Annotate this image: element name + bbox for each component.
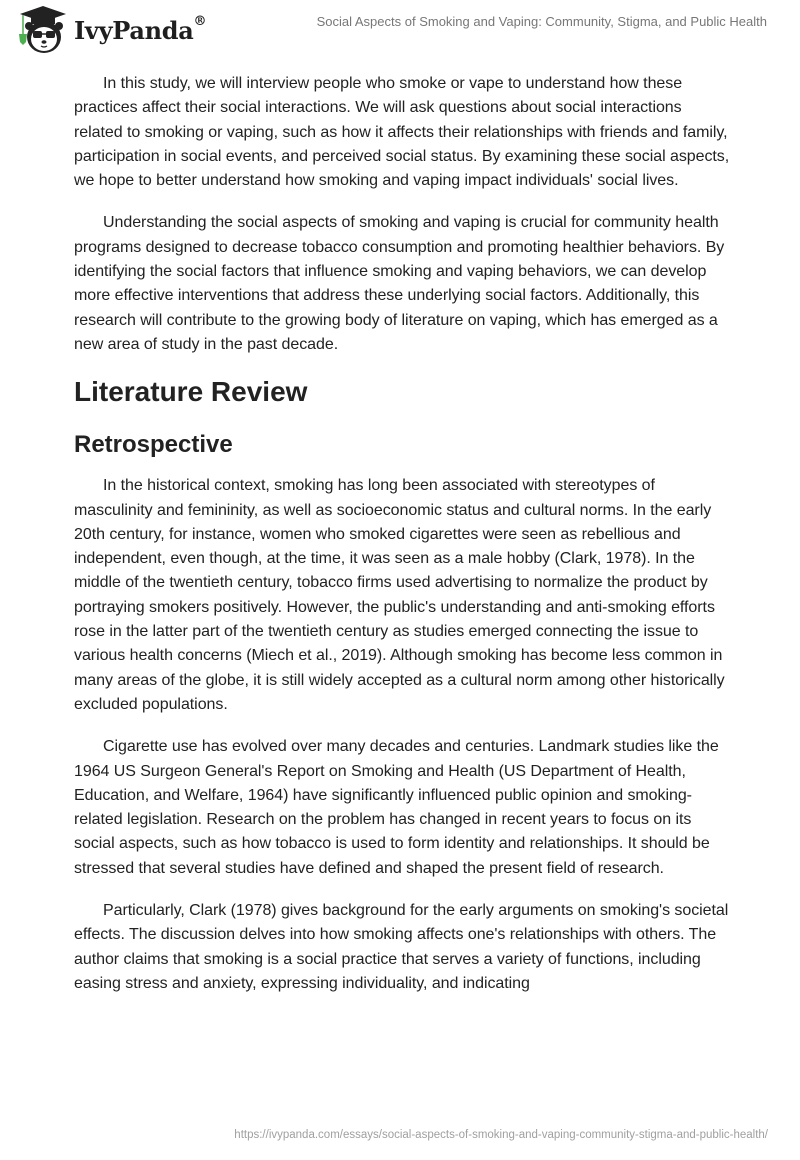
- ivypanda-logo[interactable]: [14, 8, 206, 52]
- page-url[interactable]: https://ivypanda.com/essays/social-aspects-of-smoking-and-vaping-community-stigma-and-public-health/: [234, 1129, 768, 1141]
- document-title: Social Aspects of Smoking and Vaping: Community, Stigma, and Public Health: [316, 14, 767, 29]
- logo-text: IvyPanda®: [74, 13, 207, 45]
- subsection-heading: Retrospective: [74, 431, 233, 459]
- body-paragraph: In the historical context, smoking has long been associated with stereotypes of masculinity and femininity, as well as socioeconomic status and cultural norms. In the early 20th century, for instance, women who smoked cigarettes were seen as rebellious and independent, even though, at the time, it was seen as a male hobby (Clark, 1978). In the middle of the twentieth century, tobacco firms used advertising to normalize the product by portraying smokers positively. However, the public's understanding and anti-smoking efforts rose in the latter part of the twentieth century as studies emerged connecting the issue to various health concerns (Miech et al., 2019). Although smoking has become less common in many areas of the globe, it is still widely accepted as a cultural norm among other historically excluded populations.: [74, 477, 725, 713]
- body-paragraph: Particularly, Clark (1978) gives background for the early arguments on smoking's societal effects. The discussion delves into how smoking affects one's relationships with others. The author claims that smoking is a social practice that serves a variety of functions, including easing stress and anxiety, expressing individuality, and indicating: [74, 902, 729, 992]
- page-header: [0, 0, 800, 52]
- panda-graduate-icon: [14, 4, 72, 56]
- section-heading: Literature Review: [74, 376, 308, 408]
- body-paragraph: Cigarette use has evolved over many decades and centuries. Landmark studies like the 1964 US Surgeon General's Report on Smoking and Health (US Department of Health, Education, and Welfare, 1964) have significantly influenced public opinion and smoking-related legislation. Research on the problem has changed in recent years to focus on its social aspects, such as how tobacco is used to form identity and relationships. It should be stressed that several studies have defined and shaped the present field of research.: [74, 738, 719, 877]
- body-paragraph: Understanding the social aspects of smoking and vaping is crucial for community health programs designed to decrease tobacco consumption and promoting healthier behaviors. By identifying the social factors that influence smoking and vaping behaviors, we can develop more effective interventions that address these underlying social factors. Additionally, this research will contribute to the growing body of literature on vaping, which has emerged as a new area of study in the past decade.: [74, 214, 725, 353]
- essay-content: [74, 72, 734, 1014]
- body-paragraph: In this study, we will interview people who smoke or vape to understand how these practices affect their social interactions. We will ask questions about social interactions related to smoking or vaping, such as how it affects their relationships with friends and family, participation in social events, and perceived social status. By examining these social aspects, we hope to better understand how smoking and vaping impact individuals' social lives.: [74, 75, 730, 190]
